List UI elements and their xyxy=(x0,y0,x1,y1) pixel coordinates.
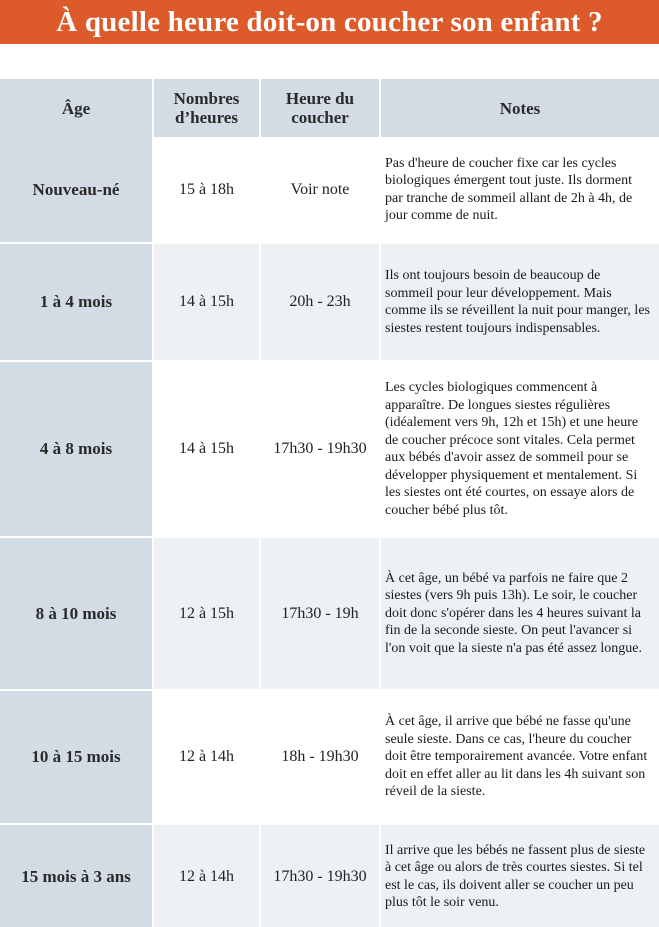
age-cell: Nouveau-né xyxy=(0,137,153,243)
hours-cell: 12 à 15h xyxy=(153,537,260,690)
notes-cell: Il arrive que les bébés ne fassent plus de sieste à cet âge ou alors de très courtes siestes. Si tel est le cas, ils doivent aller se coucher un peu plus tôt le soir venu. xyxy=(380,824,659,927)
hours-cell: 12 à 14h xyxy=(153,824,260,927)
bedtime-cell: 17h30 - 19h30 xyxy=(260,361,380,537)
age-cell: 1 à 4 mois xyxy=(0,243,153,361)
column-header-age: Âge xyxy=(0,79,153,137)
column-header-hours-line2: d’heures xyxy=(175,108,238,127)
age-cell: 8 à 10 mois xyxy=(0,537,153,690)
notes-cell: À cet âge, il arrive que bébé ne fasse qu'une seule sieste. Dans ce cas, l'heure du coucher doit être temporairement avancée. Votre enfant doit en effet aller au lit dans les 4h suivant son réveil de la sieste. xyxy=(380,690,659,824)
hours-cell: 14 à 15h xyxy=(153,361,260,537)
table-row xyxy=(0,137,659,243)
bedtime-cell: 17h30 - 19h30 xyxy=(260,824,380,927)
age-cell: 15 mois à 3 ans xyxy=(0,824,153,927)
column-header-hours xyxy=(153,79,260,137)
bedtime-cell: 17h30 - 19h xyxy=(260,537,380,690)
column-header-bedtime-line1: Heure du xyxy=(285,89,355,108)
table-row xyxy=(0,690,659,824)
bedtime-cell: Voir note xyxy=(260,137,380,243)
age-cell: 4 à 8 mois xyxy=(0,361,153,537)
table-row xyxy=(0,824,659,927)
column-header-bedtime xyxy=(260,79,380,137)
notes-cell: À cet âge, un bébé va parfois ne faire que 2 siestes (vers 9h puis 13h). Le soir, le coucher doit donc s'opérer dans les 4 heures suivant la fin de la seconde sieste. On peut l'avancer si l'on voit que la sieste n'a pas été assez longue. xyxy=(380,537,659,690)
hours-cell: 14 à 15h xyxy=(153,243,260,361)
bedtime-table xyxy=(0,79,659,927)
column-header-notes: Notes xyxy=(380,79,659,137)
table-row xyxy=(0,537,659,690)
table-header-row xyxy=(0,79,659,137)
hours-cell: 12 à 14h xyxy=(153,690,260,824)
table-row xyxy=(0,243,659,361)
bedtime-cell: 18h - 19h30 xyxy=(260,690,380,824)
column-header-hours-line1: Nombres xyxy=(173,89,240,108)
page-title: À quelle heure doit-on coucher son enfant ? xyxy=(56,5,603,38)
notes-cell: Les cycles biologiques commencent à apparaître. De longues siestes régulières (idéalement vers 9h, 12h et 15h) et une heure de coucher précoce sont vitales. Cela permet aux bébés d'avoir assez de sommeil pour se développer physiquement et mentalement. Si les siestes ont été courtes, on essaye alors de coucher bébé plus tôt. xyxy=(380,361,659,537)
notes-cell: Pas d'heure de coucher fixe car les cycles biologiques émergent tout juste. Ils dorment par tranche de sommeil allant de 2h à 4h, de jour comme de nuit. xyxy=(380,137,659,243)
notes-cell: Ils ont toujours besoin de beaucoup de sommeil pour leur développement. Mais comme ils se réveillent la nuit pour manger, les siestes restent toujours indispensables. xyxy=(380,243,659,361)
hours-cell: 15 à 18h xyxy=(153,137,260,243)
age-cell: 10 à 15 mois xyxy=(0,690,153,824)
table-row xyxy=(0,361,659,537)
column-header-bedtime-line2: coucher xyxy=(291,108,349,127)
title-banner xyxy=(0,0,659,44)
bedtime-cell: 20h - 23h xyxy=(260,243,380,361)
